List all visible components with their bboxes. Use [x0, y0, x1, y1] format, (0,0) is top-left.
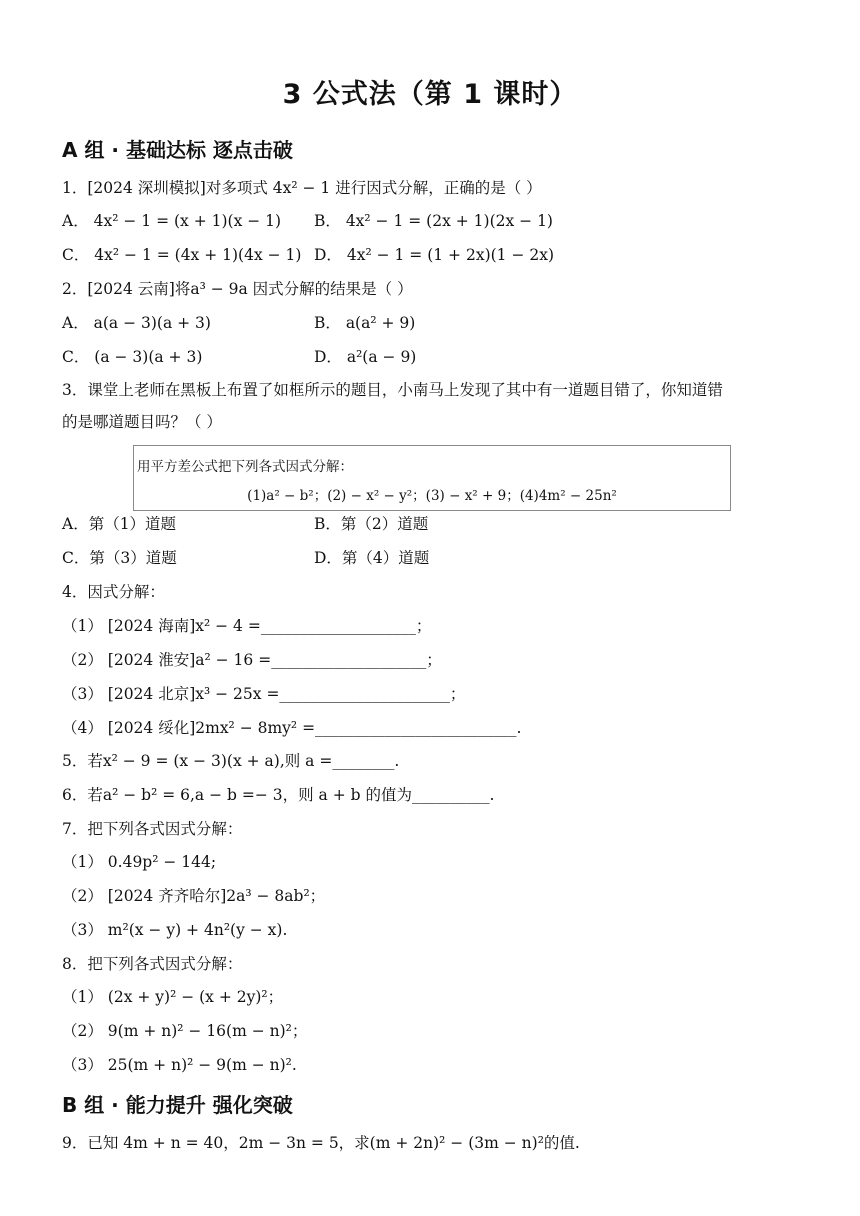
q8-part2: （2） 9(m + n)² − 16(m − n)²； — [62, 1022, 308, 1040]
q3-problem-box — [133, 445, 731, 511]
q3-stem-line1: 3．课堂上老师在黑板上布置了如框所示的题目，小南马上发现了其中有一道题目错了，你知道错 — [62, 381, 723, 399]
q7-part1: （1） 0.49p² − 144; — [62, 853, 217, 871]
q5-text: 5．若x² − 9 = (x − 3)(x + a),则 a =________. — [62, 752, 400, 770]
q2-stem: 2．[2024 云南]将a³ − 9a 因式分解的结果是（ ） — [62, 280, 413, 298]
q6-text: 6．若a² − b² = 6,a − b =− 3，则 a + b 的值为__________. — [62, 786, 495, 804]
q7-part2: （2） [2024 齐齐哈尔]2a³ − 8ab²； — [62, 887, 326, 905]
q7-stem: 7．把下列各式因式分解： — [62, 820, 243, 838]
q3-option-d: D．第（4）道题 — [314, 549, 430, 567]
q3-box-expressions: (1)a² − b²；(2) − x² − y²；(3) − x² + 9；(4)4m² − 25n² — [247, 488, 617, 504]
section-a-heading: A 组 · 基础达标 逐点击破 — [62, 138, 293, 162]
q1-stem: 1．[2024 深圳模拟]对多项式 4x² − 1 进行因式分解，正确的是（ ） — [62, 179, 542, 197]
q2-option-a: A． a(a − 3)(a + 3) — [62, 314, 211, 332]
q8-part3: （3） 25(m + n)² − 9(m − n)². — [62, 1056, 297, 1074]
q2-option-c: C． (a − 3)(a + 3) — [62, 348, 203, 366]
q1-option-d: D． 4x² − 1 = (1 + 2x)(1 − 2x) — [314, 246, 555, 264]
q7-part3: （3） m²(x − y) + 4n²(y − x). — [62, 921, 288, 939]
q3-stem-line2: 的是哪道题目吗？（ ） — [62, 413, 222, 431]
section-b-heading: B 组 · 能力提升 强化突破 — [62, 1093, 293, 1117]
page-title: 3 公式法（第 1 课时） — [282, 79, 578, 110]
q4-part1: （1） [2024 海南]x² − 4 =____________________； — [62, 617, 432, 635]
q8-stem: 8．把下列各式因式分解： — [62, 955, 243, 973]
q1-option-a: A． 4x² − 1 = (x + 1)(x − 1) — [62, 212, 282, 230]
q3-option-b: B．第（2）道题 — [314, 515, 429, 533]
q1-option-c: C． 4x² − 1 = (4x + 1)(4x − 1) — [62, 246, 302, 264]
q4-stem: 4．因式分解： — [62, 583, 165, 601]
q3-option-c: C．第（3）道题 — [62, 549, 177, 567]
q4-part4: （4） [2024 绥化]2mx² − 8my² =__________________________. — [62, 719, 522, 737]
q3-option-a: A．第（1）道题 — [62, 515, 177, 533]
q1-option-b: B． 4x² − 1 = (2x + 1)(2x − 1) — [314, 212, 553, 230]
q4-part3: （3） [2024 北京]x³ − 25x =______________________； — [62, 685, 466, 703]
q8-part1: （1） (2x + y)² − (x + 2y)²； — [62, 988, 284, 1006]
q4-part2: （2） [2024 淮安]a² − 16 =____________________； — [62, 651, 442, 669]
q2-option-d: D． a²(a − 9) — [314, 348, 417, 366]
q9-text: 9．已知 4m + n = 40，2m − 3n = 5，求(m + 2n)² − (3m − n)²的值. — [62, 1134, 580, 1152]
q3-box-instruction: 用平方差公式把下列各式因式分解： — [137, 459, 353, 475]
q2-option-b: B． a(a² + 9) — [314, 314, 416, 332]
